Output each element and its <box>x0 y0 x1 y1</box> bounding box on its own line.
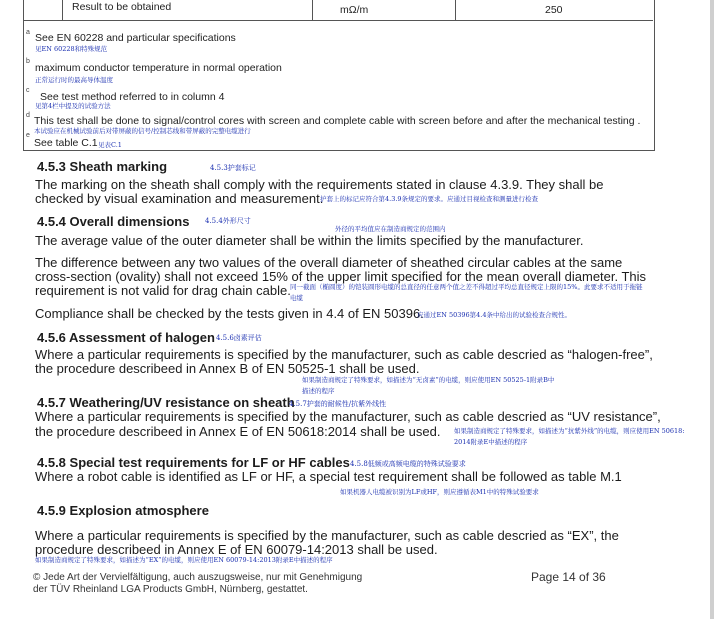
footnote-a: See EN 60228 and particular specifications <box>35 32 236 44</box>
paragraph-4-5-4-p2-line2: cross-section (ovality) shall not exceed 15% of the upper limit specified for the mean overall diameter. This <box>35 269 647 284</box>
section-heading-4-5-9: 4.5.9 Explosion atmosphere <box>37 503 209 518</box>
table-col-divider <box>62 0 63 20</box>
paragraph-4-5-7-line2: the procedure describeed in Annex E of EN 50618:2014 shall be used. <box>35 424 441 439</box>
table-reference-m1: M.1 <box>600 469 622 484</box>
paragraph-4-5-6-line2: the procedure describeed in Annex B of EN 50525-1 shall be used. <box>35 361 420 376</box>
paragraph-4-5-7-cn-b: 2014附录E中描述的程序 <box>454 438 528 446</box>
footnote-e: See table C.1 <box>34 137 98 149</box>
paragraph-4-5-4-p2-cn-b: 电缆 <box>290 294 303 302</box>
footnote-a-cn: 见EN 60228和特殊规范 <box>35 45 108 53</box>
paragraph-4-5-9-line1: Where a particular requirements is specified by the manufacturer, such as cable descried as “EX”, the <box>35 528 619 543</box>
footnote-d: This test shall be done to signal/control cores with screen and complete cable with screen before and after the mechanical testing . <box>34 115 641 127</box>
section-heading-4-5-6: 4.5.6 Assessment of halogen <box>37 330 215 345</box>
paragraph-4-5-3-line2: checked by visual examination and measurement. <box>35 191 324 206</box>
paragraph-4-5-7-line1: Where a particular requirements is specified by the manufacturer, such as cable descried as “UV resistance”, <box>35 409 661 424</box>
footnote-mark: e <box>26 132 30 139</box>
footer-copyright-line2: der TÜV Rheinland LGA Products GmbH, Nürnberg, gestattet. <box>33 584 308 595</box>
table-divider <box>23 20 653 21</box>
page-edge <box>710 0 714 619</box>
table-col-divider <box>455 0 456 20</box>
footnote-d-cn: 本试验应在机械试验前后对带屏蔽的信号/控制芯线和带屏蔽的完整电缆进行 <box>34 127 251 135</box>
note-4-5-4-cn: 外径的平均值应在制造商规定的范围内 <box>335 225 446 233</box>
paragraph-4-5-8-line1 <box>35 469 622 484</box>
footnote-mark: d <box>26 112 30 119</box>
footnote-mark: a <box>26 29 30 36</box>
paragraph-4-5-6-cn: 如果制造商规定了特殊要求，如描述为“无卤素”的电缆，则应使用EN 50525-1附录B中 <box>302 376 555 384</box>
paragraph-4-5-3-line1: The marking on the sheath shall comply with the requirements stated in clause 4.3.9. They shall be <box>35 177 604 192</box>
section-heading-4-5-7: 4.5.7 Weathering/UV resistance on sheath <box>37 395 295 410</box>
table-row-value: 250 <box>545 4 563 16</box>
footnote-b: maximum conductor temperature in normal operation <box>35 62 282 74</box>
paragraph-4-5-7-cn: 如果制造商规定了特殊要求，如描述为“抗紫外线”的电缆，则应使用EN 50618: <box>454 427 685 435</box>
footnote-c-cn: 见第4栏中提及的试验方法 <box>35 102 111 110</box>
section-heading-4-5-7-cn: 4.5.7护套的耐候性/抗紫外线性 <box>289 400 387 408</box>
paragraph-4-5-6-line1: Where a particular requirements is specified by the manufacturer, such as cable descried as “halogen-free”, <box>35 347 653 362</box>
section-heading-4-5-4-cn: 4.5.4外形尺寸 <box>205 217 251 225</box>
paragraph-4-5-9-cn: 如果制造商规定了特殊要求，如描述为“EX”的电缆，则应使用EN 60079-14:2013附录E中描述的程序 <box>35 556 333 564</box>
paragraph-4-5-8-cn: 如果机器人电缆被识别为LF或HF，则应遵循表M1中的特殊试验要求 <box>340 488 539 496</box>
paragraph-4-5-4-p3: Compliance shall be checked by the tests given in 4.4 of EN 50396. <box>35 306 424 321</box>
table-col-divider <box>312 0 313 20</box>
section-heading-4-5-8: 4.5.8 Special test requirements for LF or HF cables <box>37 455 350 470</box>
paragraph-4-5-9-line2: procedure describeed in Annex E of EN 60079-14:2013 shall be used. <box>35 542 438 557</box>
paragraph-4-5-4-p2-cn: 同一截面（椭圆度）的铠装圆形电缆的总直径的任意两个值之差不得超过平均总直径规定上限的15%。此要求不适用于拖链 <box>290 283 643 291</box>
footnote-b-cn: 正常运行时的最高导体温度 <box>35 76 113 84</box>
paragraph-4-5-6-cn-b: 描述的程序 <box>302 387 335 395</box>
section-heading-4-5-3-cn: 4.5.3护套标记 <box>210 164 256 172</box>
table-row-unit: mΩ/m <box>340 4 369 16</box>
section-heading-4-5-6-cn: 4.5.6卤素评估 <box>216 334 262 342</box>
section-heading-4-5-8-cn: 4.5.8低频或高频电缆的特殊试验要求 <box>350 460 466 468</box>
footnote-c: See test method referred to in column 4 <box>40 91 225 103</box>
footer-copyright-line1: © Jede Art der Vervielfältigung, auch auszugsweise, nur mit Genehmigung <box>33 572 363 583</box>
section-heading-4-5-4: 4.5.4 Overall dimensions <box>37 214 190 229</box>
paragraph-4-5-3-cn: 护套上的标记应符合第4.3.9条规定的要求。应通过目视检查和测量进行检查 <box>320 195 539 203</box>
footnote-mark: b <box>26 58 30 65</box>
table-row-label: Result to be obtained <box>72 1 172 13</box>
paragraph-4-5-4-p2-line3: requirement is not valid for drag chain cable. <box>35 283 291 298</box>
paragraph-4-5-4-p1: The average value of the outer diameter shall be within the limits specified by the manufacturer. <box>35 233 584 248</box>
footnote-mark: c <box>26 87 30 94</box>
section-heading-4-5-3: 4.5.3 Sheath marking <box>37 159 168 174</box>
paragraph-4-5-8-text: Where a robot cable is identified as LF or HF, a special test requirement shall be followed as table <box>35 469 597 484</box>
paragraph-4-5-4-p2-line1: The difference between any two values of the overall diameter of sheathed circular cables at the same <box>35 255 623 270</box>
paragraph-4-5-4-p3-cn: 应通过EN 50396第4.4条中给出的试验检查合规性。 <box>417 311 572 319</box>
page-number: Page 14 of 36 <box>531 570 606 584</box>
footnote-e-cn: 见表C.1 <box>98 141 122 149</box>
